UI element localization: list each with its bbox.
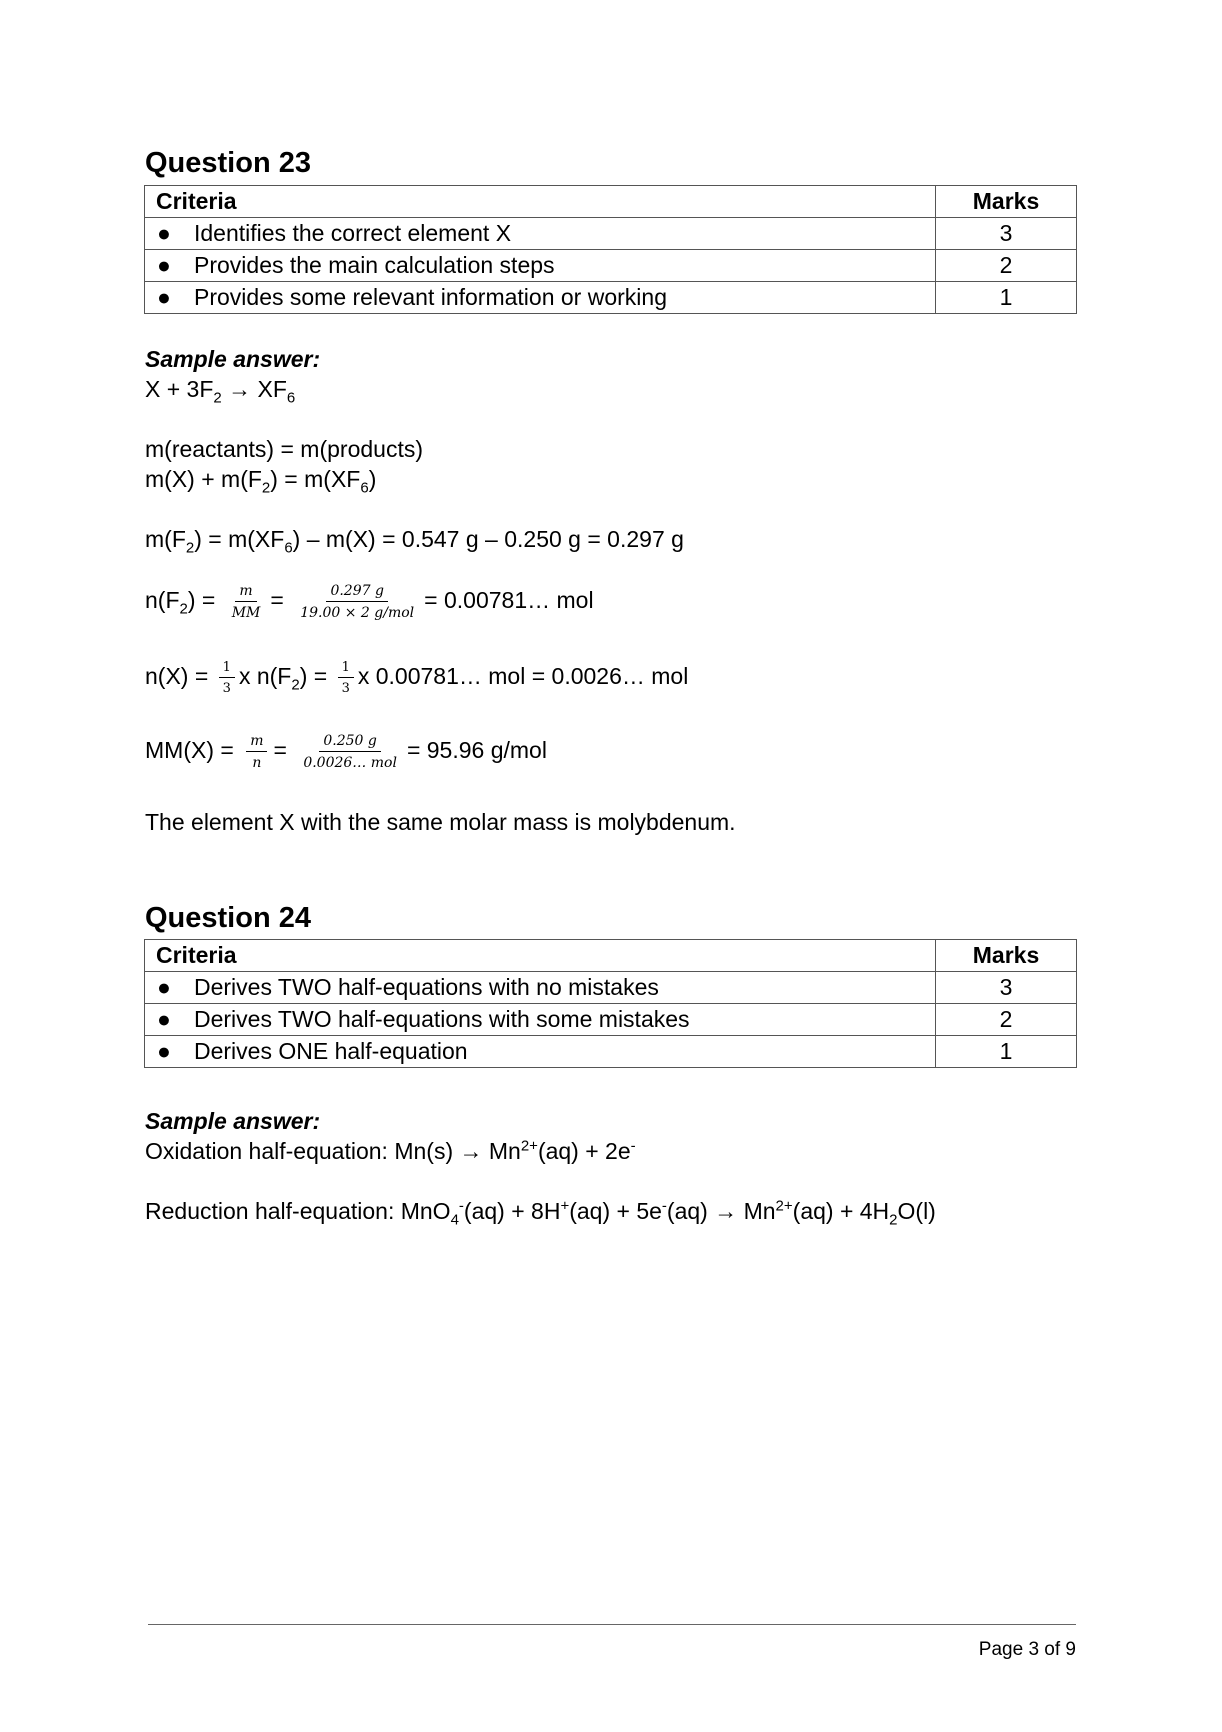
page-number: Page 3 of 9 bbox=[978, 1639, 1076, 1660]
question-23-title: Question 23 bbox=[145, 147, 311, 179]
marks-value: 1 bbox=[936, 1036, 1077, 1068]
conclusion-line: The element X with the same molar mass is molybdenum. bbox=[145, 809, 736, 835]
mass-f2-line: $m(F_2) = m(XF_6) - m(X) = 0.547$ g – 0.250 g = 0.297 g bbox=[145, 526, 684, 557]
table-header-row bbox=[145, 186, 1077, 218]
moles-x-line: n(X) = $\frac{1}{3}$ x $n(F_2)$ = $\frac{1}{3}$ x 0.00781… mol = 0.0026… mol bbox=[145, 660, 689, 696]
table-row bbox=[145, 972, 1077, 1004]
fraction: $\frac{0.297 g}{\text{19.00 × 2 g/mol}}$ bbox=[300, 583, 415, 621]
table-header-row bbox=[145, 940, 1077, 972]
table-row bbox=[145, 218, 1077, 250]
table-row bbox=[145, 282, 1077, 314]
reduction-line: Reduction half-equation: $MnO_4^-(aq) + 8H^+(aq) + 5e^-(aq) \to Mn^{2+}(aq) + 4H_2O(l)$ bbox=[145, 1197, 936, 1229]
criterion-text: Provides some relevant information or working bbox=[194, 284, 667, 310]
mass-conservation-line: m(reactants) = m(products) bbox=[145, 436, 423, 462]
marks-value: 1 bbox=[936, 282, 1077, 314]
criteria-header: Criteria bbox=[145, 186, 936, 218]
q23-criteria-table bbox=[144, 185, 1077, 314]
marks-value: 2 bbox=[936, 1004, 1077, 1036]
q24-criteria-table bbox=[144, 939, 1077, 1068]
molar-mass-line: MM(X) = $\frac{m}{n}$ = $\frac{0.250 g}{\text{0.0026… mol}}$ = 95.96 g/mol bbox=[145, 733, 547, 771]
criteria-header: Criteria bbox=[145, 940, 936, 972]
question-24-title: Question 24 bbox=[145, 902, 311, 934]
criterion-text: Derives ONE half-equation bbox=[194, 1038, 468, 1064]
table-row bbox=[145, 250, 1077, 282]
marks-value: 3 bbox=[936, 972, 1077, 1004]
footer-divider bbox=[148, 1624, 1076, 1625]
fraction: $\frac{0.250 g}{\text{0.0026… mol}}$ bbox=[303, 733, 397, 771]
fraction: $\frac{m}{n}$ bbox=[246, 733, 267, 771]
bullet-icon: ● bbox=[157, 220, 171, 246]
fraction: $\frac{1}{3}$ bbox=[219, 660, 235, 696]
equation-line: $X + 3F_2 \to XF_6$ bbox=[145, 376, 296, 407]
marks-value: 2 bbox=[936, 250, 1077, 282]
q23-sample-answer-label: Sample answer: bbox=[145, 346, 321, 372]
marks-header: Marks bbox=[936, 186, 1077, 218]
moles-f2-line: $n(F_2)$ = $\frac{m}{MM}$ = $\frac{0.297 g}{\text{19.00 × 2 g/mol}}$ = 0.00781… mol bbox=[145, 583, 594, 621]
bullet-icon: ● bbox=[157, 1038, 171, 1064]
bullet-icon: ● bbox=[157, 1006, 171, 1032]
fraction: $\frac{1}{3}$ bbox=[338, 660, 354, 696]
table-row bbox=[145, 1036, 1077, 1068]
criterion-text: Derives TWO half-equations with no mistakes bbox=[194, 974, 659, 1000]
criterion-text: Provides the main calculation steps bbox=[194, 252, 555, 278]
table-row bbox=[145, 1004, 1077, 1036]
q24-sample-answer-label: Sample answer: bbox=[145, 1108, 321, 1134]
criterion-text: Identifies the correct element X bbox=[194, 220, 512, 246]
mass-sum-line: $m(X) + m(F_2) = m(XF_6)$ bbox=[145, 466, 377, 497]
criterion-text: Derives TWO half-equations with some mistakes bbox=[194, 1006, 690, 1032]
marks-header: Marks bbox=[936, 940, 1077, 972]
bullet-icon: ● bbox=[157, 284, 171, 310]
oxidation-line: Oxidation half-equation: $Mn(s) \to Mn^{2+}(aq) + 2e^-$ bbox=[145, 1137, 636, 1164]
fraction: $\frac{m}{MM}$ bbox=[231, 583, 261, 621]
marks-value: 3 bbox=[936, 218, 1077, 250]
bullet-icon: ● bbox=[157, 252, 171, 278]
bullet-icon: ● bbox=[157, 974, 171, 1000]
